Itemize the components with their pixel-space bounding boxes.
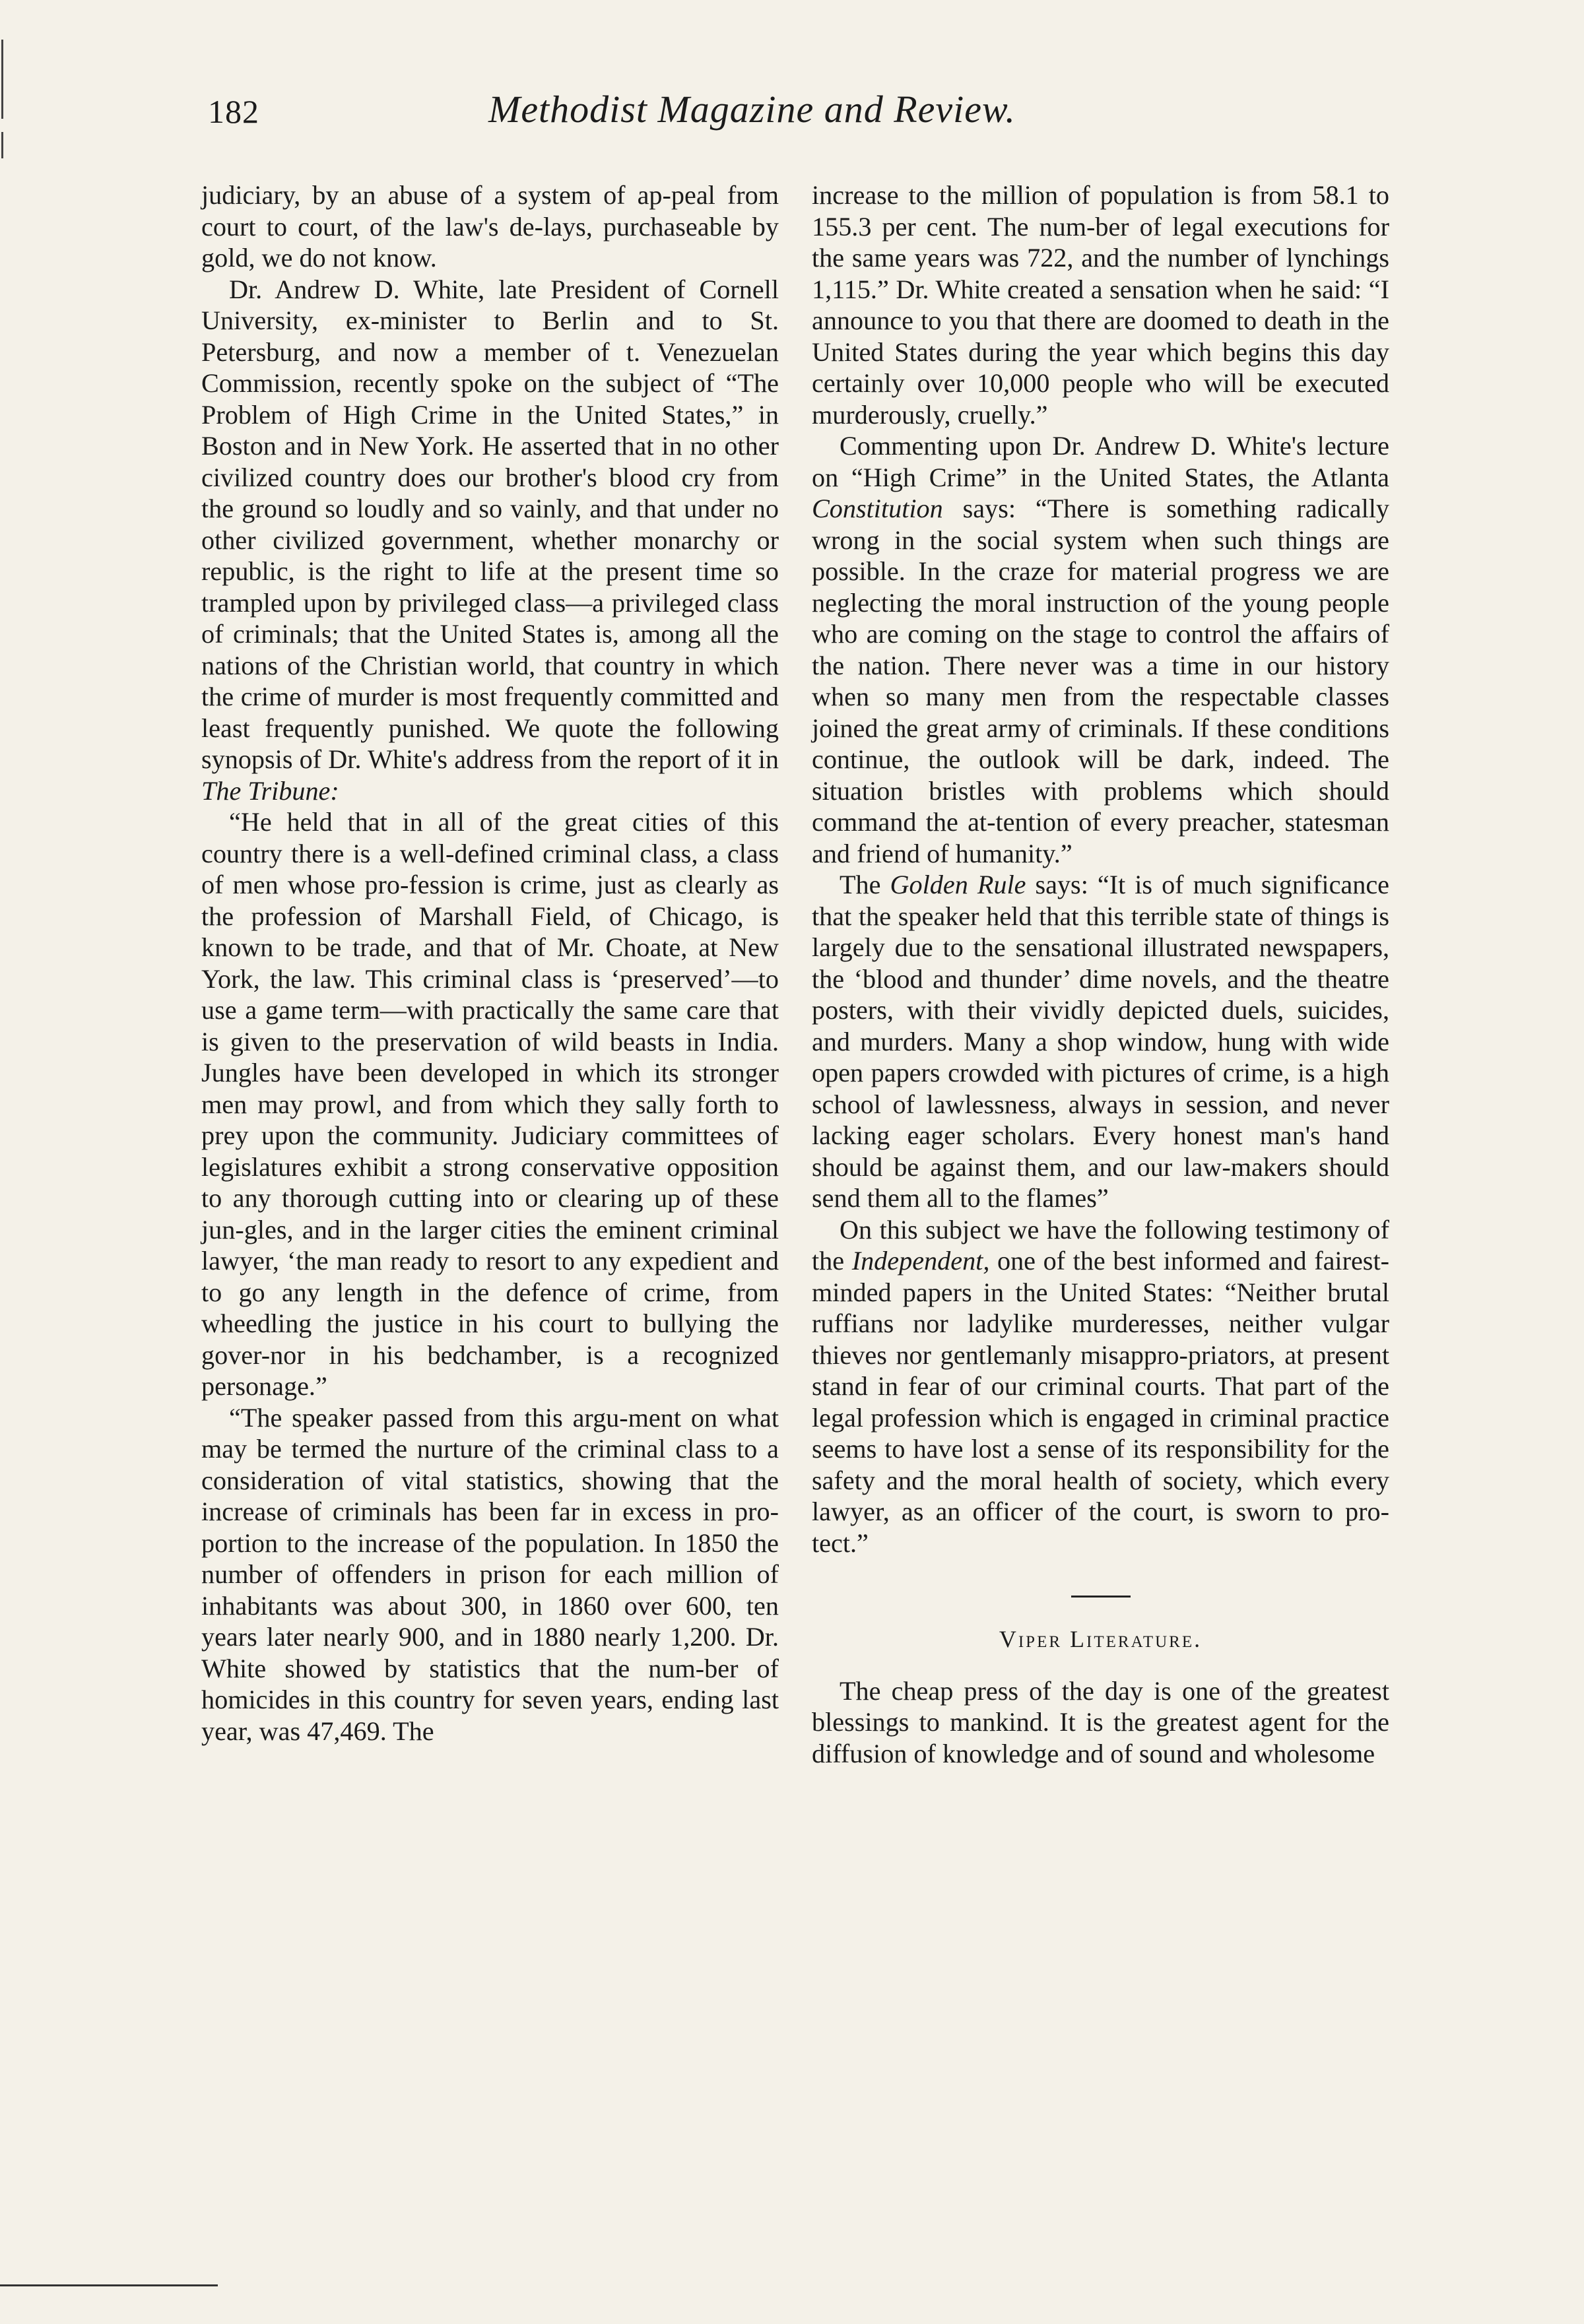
section-divider xyxy=(1071,1596,1131,1598)
paragraph-text: The xyxy=(840,870,881,899)
paragraph-text: “The speaker passed from this argu-ment on what may be termed the nurture of the criminal class to a consideration of vital statistics, showing that the increase of criminals has been far in excess in pro-portion to the increase of the population. In 1850 the number of offenders in prison for each million of inhabitants was about 300, in 1860 over 600, ten years later nearly 900, and in 1880 nearly 1,200. Dr. White showed by statistics that the num-ber of homicides in this country for seven years, ending last year, was 47,469. The xyxy=(201,1402,779,1746)
paragraph-text: says: “There is something radically wrong in the social system when such things are possible. In the craze for material progress we are neglecting the moral instruction of the young people who are coming on the stage to control the affairs of the nation. There never was a time in our history when so many men from the respectable classes joined the great army of criminals. If these conditions continue, the outlook will be dark, indeed. The situation bristles with problems which should command the at-tention of every preacher, statesman and friend of humanity.” xyxy=(812,494,1389,868)
publication-title: Independent, xyxy=(851,1246,990,1275)
paragraph-dr-white xyxy=(201,274,779,807)
tribune-title: The Tribune: xyxy=(201,775,339,806)
margin-mark xyxy=(1,40,3,119)
paragraph-independent xyxy=(812,1214,1389,1559)
section-heading: Viper Literature. xyxy=(999,1626,1203,1652)
paragraph-text: Commenting upon Dr. Andrew D. White's lecture on “High Crime” in the United States, the Atlanta xyxy=(812,431,1389,492)
paragraph-quote-statistics xyxy=(201,1402,779,1747)
page-number: 182 xyxy=(208,93,259,130)
publication-title: Golden Rule xyxy=(890,870,1026,899)
footer-rule xyxy=(0,2284,218,2286)
paragraph-golden-rule xyxy=(812,869,1389,1214)
paragraph-text: one of the best informed and fairest-minded papers in the United States: “Neither brutal ruffians nor ladylike murderesses, neither vulgar thieves nor gentlemanly misappro-priators, at present stand in fear of our criminal courts. That part of the legal profession which is engaged in criminal practice seems to have lost a sense of its responsibility for the safety and the moral health of society, which every lawyer, as an officer of the court, is sworn to pro-tect.” xyxy=(812,1246,1389,1558)
left-column xyxy=(201,179,779,1747)
paragraph-text: judiciary, by an abuse of a system of ap-peal from court to court, of the law's de-lays, purchaseable by gold, we do not know. xyxy=(201,180,779,273)
paragraph-statistics-cont xyxy=(812,179,1389,430)
paragraph-atlanta-constitution xyxy=(812,430,1389,869)
paragraph-text: The cheap press of the day is one of the greatest blessings to mankind. It is the greatest agent for the diffusion of knowledge and of sound and wholesome xyxy=(812,1675,1389,1768)
paragraph-viper-literature xyxy=(812,1675,1389,1770)
paragraph-text: increase to the million of population is from 58.1 to 155.3 per cent. The num-ber of legal executions for the same years was 722, and the number of lynchings 1,115.” Dr. White created a sensation when he said: “I announce to you that there are doomed to death in the United States during the year which begins this day certainly over 10,000 people who will be executed murderously, cruelly.” xyxy=(812,180,1389,430)
paragraph-text: says: “It is of much significance that the speaker held that this terrible state of things is largely due to the sensational illustrated newspapers, the ‘blood and thunder’ dime novels, and the theatre posters, with their vividly depicted duels, suicides, and murders. Many a shop window, hung with wide open papers crowded with pictures of crime, is a high school of lawlessness, always in session, and never lacking eager scholars. Every honest man's hand should be against them, and our law-makers should send them all to the flames” xyxy=(812,870,1390,1213)
running-title: Methodist Magazine and Review. xyxy=(488,88,1016,131)
publication-title: Constitution xyxy=(812,494,943,523)
paragraph-quote-criminal-class xyxy=(201,806,779,1402)
paragraph-text: On this subject we have the following testimony of the xyxy=(812,1214,1389,1275)
paragraph-judiciary xyxy=(201,179,779,274)
margin-mark xyxy=(1,132,3,158)
paragraph-text: Dr. Andrew D. White, late President of Cornell University, ex-minister to Berlin and to St. Petersburg, and now a member of t. Venezuelan Commission, recently spoke on the subject of “The Problem of High Crime in the United States,” in Boston and in New York. He asserted that in no other civilized country does our brother's blood cry from the ground so loudly and so vainly, and that under no other civilized government, whether monarchy or republic, is the right to life at the present time so trampled upon by privileged class—a privileged class of criminals; that the United States is, among all the nations of the Christian world, that country in which the crime of murder is most frequently committed and least frequently punished. We quote the following synopsis of Dr. White's address from the report of it in xyxy=(201,274,779,774)
paragraph-text: “He held that in all of the great cities of this country there is a well-defined criminal class, a class of men whose pro-fession is crime, just as clearly as the profession of Marshall Field, of Chicago, is known to be trade, and that of Mr. Choate, at New York, the law. This criminal class is ‘preserved’—to use a game term—with practically the same care that is given to the preservation of wild beasts in India. Jungles have been developed in which its stronger men may prowl, and from which they sally forth to prey upon the community. Judiciary committees of legislatures exhibit a strong conservative opposition to any thorough cutting into or clearing up of these jun-gles, and in the larger cities the eminent criminal lawyer, ‘the man ready to resort to any expedient and to go any length in the defence of crime, from wheedling the justice in his court to bullying the gover-nor in his bedchamber, is a recognized personage.” xyxy=(201,807,779,1401)
right-column xyxy=(812,179,1389,1769)
